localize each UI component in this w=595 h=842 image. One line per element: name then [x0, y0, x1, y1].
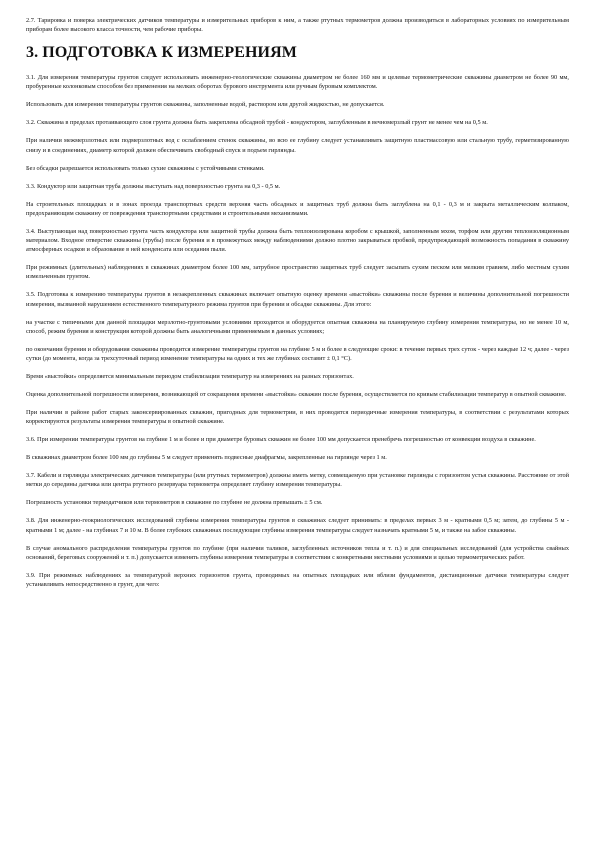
paragraph: Без обсадки разрешается использовать только сухие скважины с устойчивыми стенками.: [26, 164, 265, 172]
section-heading: 3. ПОДГОТОВКА К ИЗМЕРЕНИЯМ: [26, 44, 297, 62]
paragraph: Оценка дополнительной погрешности измерения, возникающей от сокращения времени «выстойки» скважин после бурения, осуществляется по кривым стабилизации температур в опытной скважине.: [26, 391, 567, 399]
paragraph: 3.6. При измерении температуры грунтов на глубине 1 м и более и при диаметре буровых скважин не более 100 мм допускается пренебречь погрешностью от конвекции воздуха в скважине.: [26, 436, 536, 444]
paragraph: 3.3. Кондуктор или защитная труба должны выступать над поверхностью грунта на 0,3 - 0,5 м.: [26, 182, 281, 190]
paragraph: Использовать для измерения температуры грунтов скважины, заполненные водой, раствором или другой жидкостью, не допускается.: [26, 101, 385, 109]
paragraph: 2.7. Тарировка и поверка электрических датчиков температуры и измерительных приборов к ним, а также ртутных термометров должна производиться в лабораторных условиях по измерительным приборам более высокого класса точности, чем рабочие приборы.: [26, 17, 569, 34]
paragraph: 3.8. Для инженерно-геокриологических исследований глубины измерения температуры грунтов в скважинах следует принимать: в пределах первых 3 м - кратными 0,5 м; затем, до глубины 5 м - кратными 1 м; далее - на глубинах 7 и 10 м. В более глубоких скважинах последующие глубины измерения температуры следует назначать кратными 5 м, и также на забое скважины.: [26, 517, 569, 534]
paragraph: по окончании бурения и оборудования скважины проводится измерение температуры грунтов на глубине 5 м и более в следующие сроки: в течение первых трех суток - через каждые 12 ч; далее - через сутки (до момента, когда за трехсуточный период изменение температуры на одних и тех же глубинах составит ± 0,1 °С).: [26, 345, 569, 363]
paragraph: на участке с типичными для данной площадки мерзлотно-грунтовыми условиями проходится и оборудуется опытная скважина на планируемую глубину измерения температуры, но не менее 10 м, способ, режим бурения и конструкция которой должны быть аналогичными применяемым в данных условиях;: [26, 318, 569, 335]
paragraph: 3.2. Скважина в пределах протаивающего слоя грунта должна быть закреплена обсадной трубой - кондуктором, заглубленным в вечномерзлый грунт не менее чем на 0,5 м.: [26, 119, 488, 127]
paragraph: 3.9. При режимных наблюдениях за температурой верхних горизонтов грунта, проводимых на опытных площадках или вблизи фундаментов, дистанционные датчики температуры следует устанавливать непосредственно в грунт, для чего:: [26, 571, 569, 589]
paragraph: 3.1. Для измерения температуры грунтов следует использовать инженерно-геологические скважины диаметром не более 160 мм и целевые термометрические скважины диаметром не более 90 мм, пробуренные колонковым способом без применения на мелких оборотах бурового инструмента или ручным буровым комплектом.: [26, 74, 569, 91]
paragraph: При наличии межмерзлотных или подмерзлотных вод с ослаблением стенок скважины, во всю ее глубину следует устанавливать защитную пластмассовую или стальную трубу, герметизированную снизу и в соединениях, диаметр которой должен обеспечивать свободный спуск и подъем гирлянды.: [26, 137, 569, 154]
paragraph: При режимных (длительных) наблюдениях в скважинах диаметром более 100 мм, затрубное пространство защитных труб следует засыпать сухим песком или мелким гравием, либо местным сухим измельченным грунтом.: [26, 264, 569, 281]
paragraph: В случае аномального распределения температуры грунтов по глубине (при наличии таликов, заглубленных источников тепла и т. п.) и для специальных исследований (для устройства свайных оснований, береговых сооружений и т. п.) допускается изменять глубины измерения температуры в соответствии с конкретными местными условиями и целью термометрических работ.: [26, 544, 569, 561]
intro-block: [26, 16, 569, 34]
paragraph: Погрешность установки термодатчиков или термометров в скважине по глубине не должна превышать ± 5 см.: [26, 499, 323, 507]
paragraph: 3.4. Выступающая над поверхностью грунта часть кондуктора или защитной трубы должна быть теплоизолирована коробом с крышкой, заполненным мхом, торфом или другим теплоизоляционным материалом. Входное отверстие скважины (трубы) после бурения и в промежутках между наблюдениями должно плотно закрываться пробкой, предупреждающей возможность попадания в скважину атмосферных осадков и образование в ней конденсата или оседания пыли.: [26, 227, 569, 254]
paragraph: 3.5. Подготовка к измерению температуры грунтов в незакрепленных скважинах включает опытную оценку времени «выстойки» скважины после бурения и величины дополнительной погрешности измерения, вызванной нарушением естественного температурного режима грунтов при бурении и обсадке скважины. Для этого:: [26, 291, 569, 308]
paragraph: 3.7. Кабели и гирлянды электрических датчиков температуры (или ртутных термометров) должны иметь метку, совмещаемую при установке гирлянды с горизонтом устья скважины. Расстояние от этой метки до середины датчика или центра ртутного резервуара термометра определяет глубину измерения температуры.: [26, 472, 569, 489]
section-body: [26, 73, 569, 589]
paragraph: В скважинах диаметром более 100 мм до глубины 5 м следует применять подвесные диафрагмы, закрепленные на гирлянде через 1 м.: [26, 454, 387, 462]
paragraph: При наличии в районе работ старых законсервированных скважин, пригодных для термометрии, в них проводятся периодичные измерения температуры, в соответствии с результатами которых корректируются результаты измерения температуры в опытной скважине.: [26, 409, 569, 426]
paragraph: Время «выстойки» определяется минимальным периодом стабилизации температур на измерениях на разных горизонтах.: [26, 373, 354, 381]
paragraph: На строительных площадках и в зонах проезда транспортных средств верхняя часть обсадных и защитных труб должна быть заглублена на 0,1 - 0,3 м и закрыта металлическим колпаком, предохраняющим скважину от повреждения транспортными средствами и строительными механизмами.: [26, 200, 569, 217]
